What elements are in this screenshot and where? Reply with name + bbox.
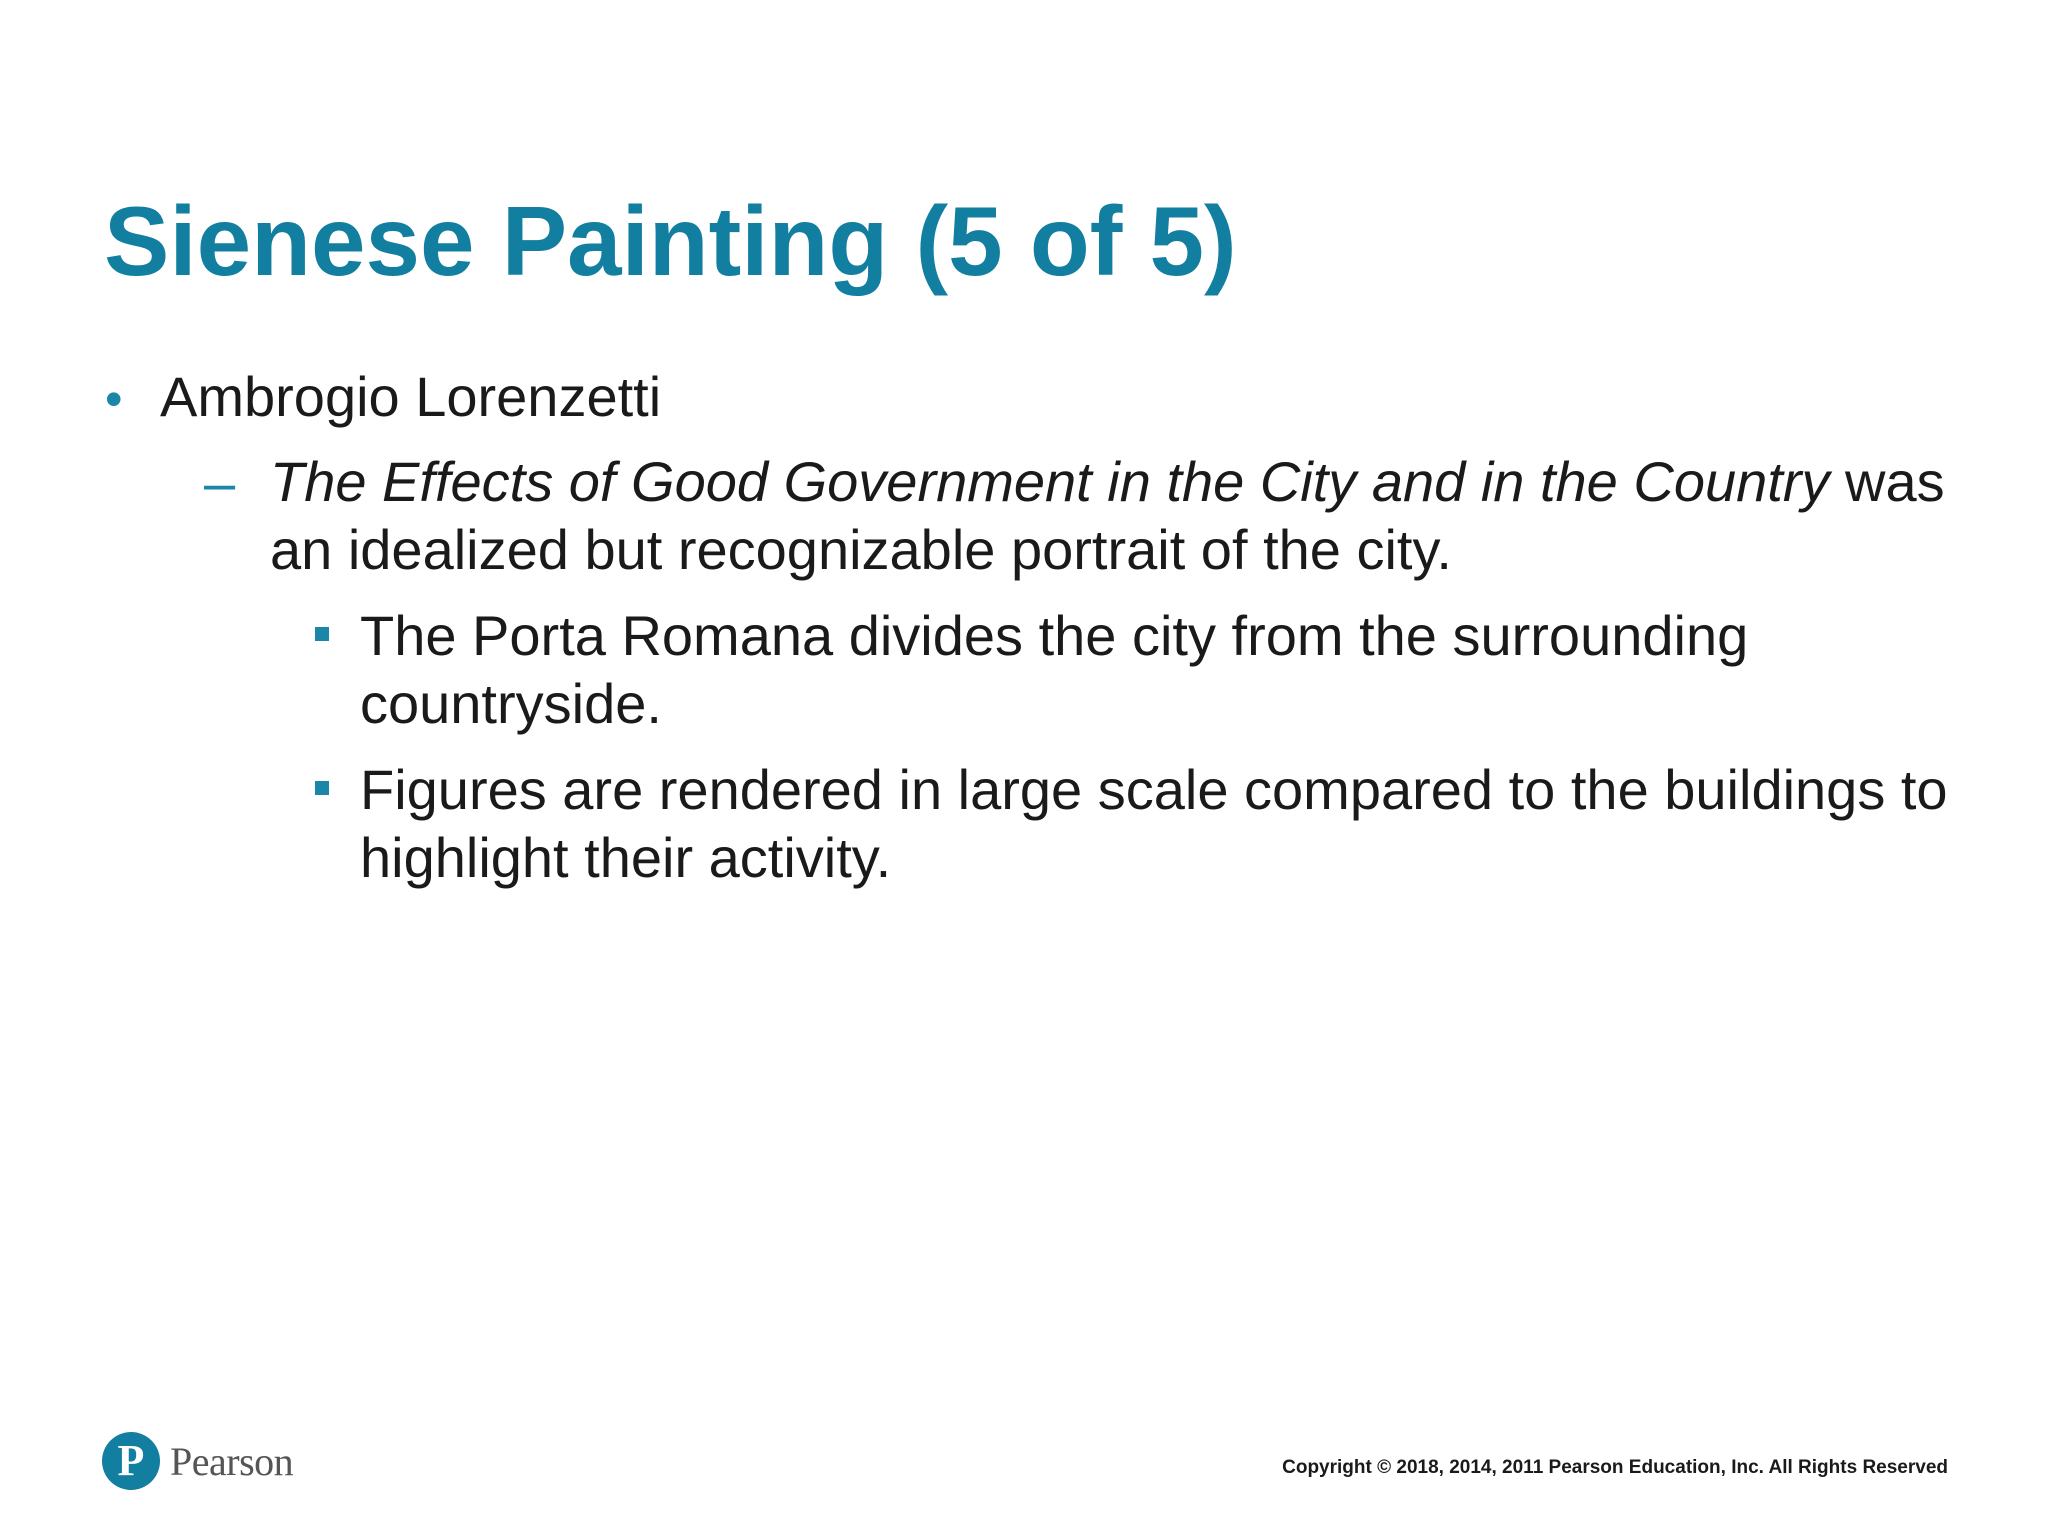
sub-sub-bullet-porta-romana: The Porta Romana divides the city from the surrounding countryside. [360,604,1749,735]
copyright-notice: Copyright © 2018, 2014, 2011 Pearson Education, Inc. All Rights Reserved [1282,1457,1948,1478]
pearson-p-icon: P [102,1432,160,1490]
square-bullet-icon [315,627,329,641]
pearson-wordmark: Pearson [170,1438,294,1484]
sub-bullet-text: was an idealized but recognizable portrait of the city. [270,450,1945,581]
bullet-item-ambrogio-lorenzetti: Ambrogio Lorenzetti [160,365,662,428]
sub-sub-bullet-figures-scale: Figures are rendered in large scale compared to the buildings to highlight their activity. [360,758,1948,889]
slide-title: Sienese Painting (5 of 5) [104,186,1237,296]
square-bullet-icon [315,781,329,795]
sub-bullet-marker: – [204,451,236,514]
pearson-logo [102,1432,293,1490]
sub-bullet-effects-of-good-government [270,448,1970,584]
bullet-marker: • [105,371,123,427]
artwork-title: The Effects of Good Government in the City and in the Country [270,450,1830,513]
